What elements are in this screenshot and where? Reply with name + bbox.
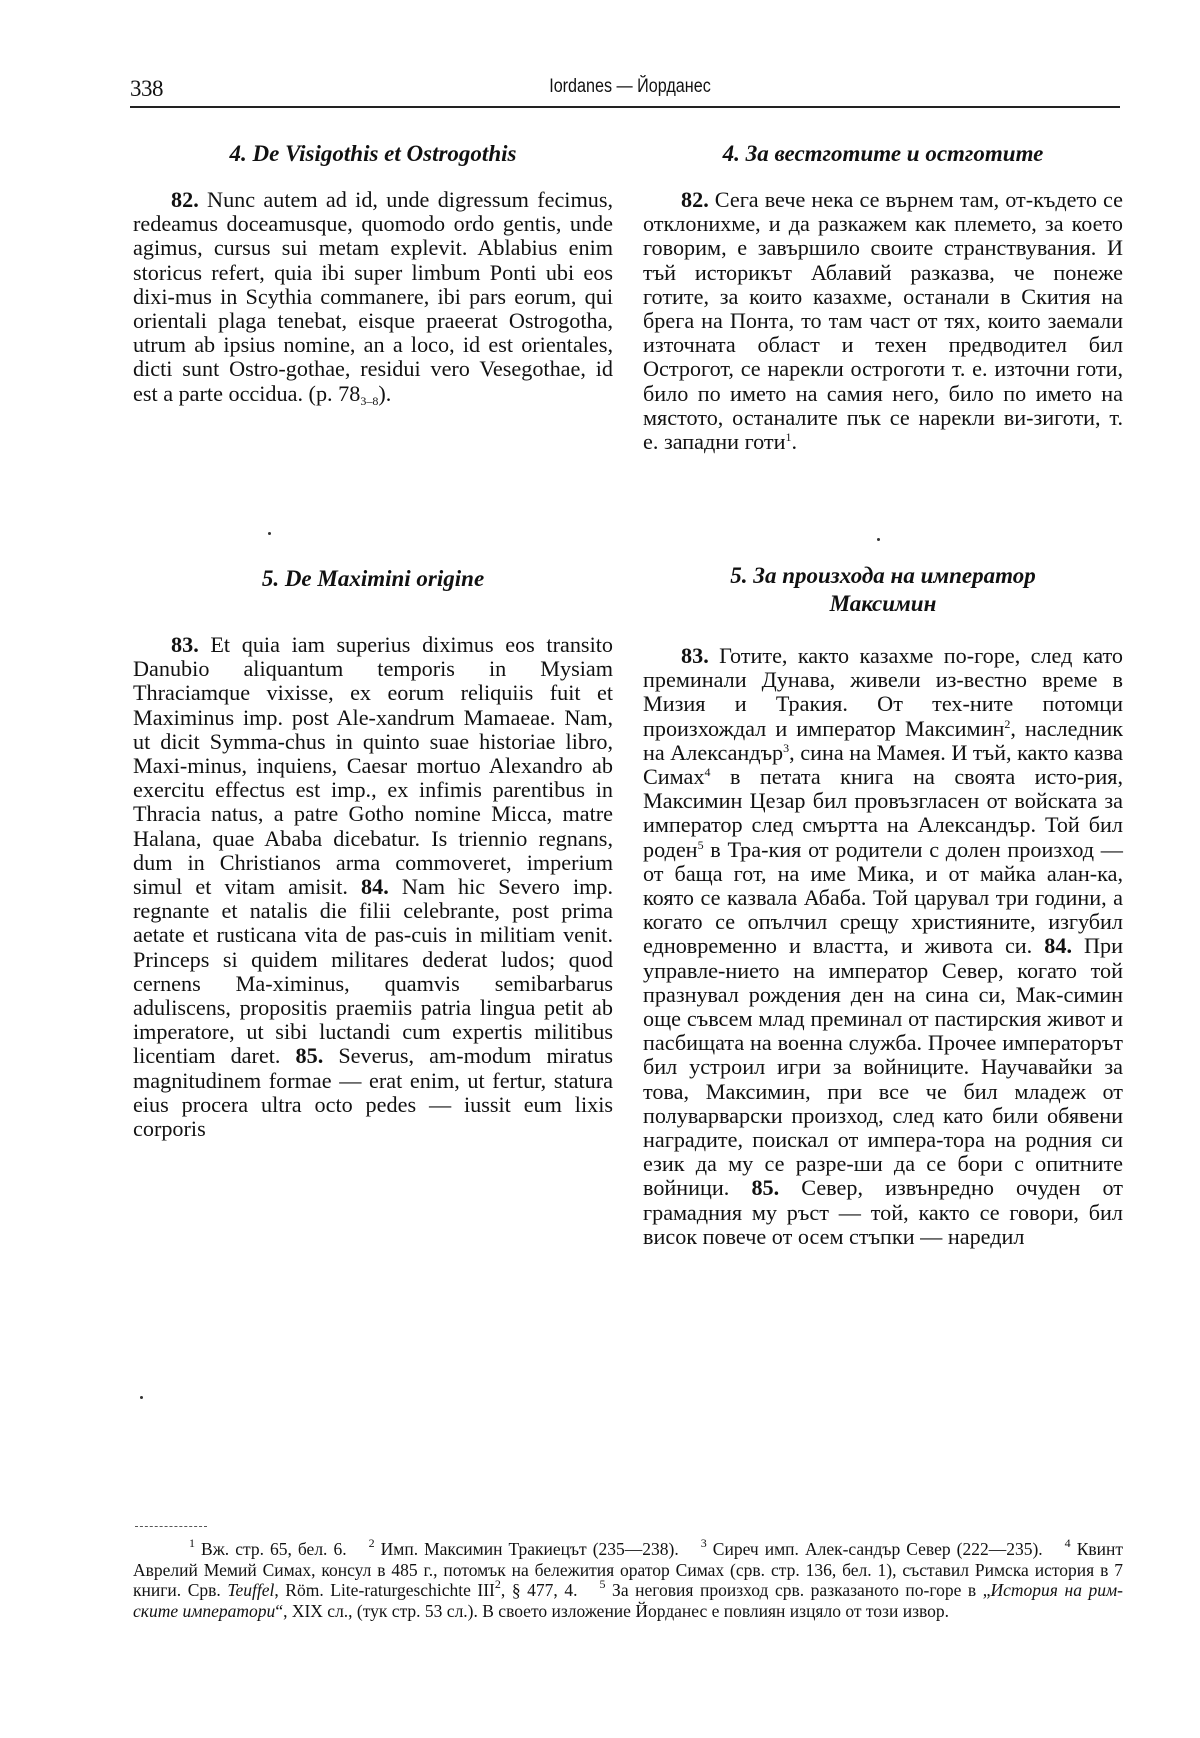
bulgarian-column <box>643 140 1123 454</box>
section-title-latin-5: 5. De Maximini origine <box>261 566 485 591</box>
paragraph-number: 83. <box>681 643 709 668</box>
footnote-ref[interactable]: 5 <box>697 837 704 852</box>
paragraph-83-bulgarian: 83. Готите, както казахме по-горе, след като преминали Дунава, живели из-вестно време в Мизия и Тракия. От тех-ните потомци произхождал и император Максимин$^2$, наследник на Александър$^3$, сина на Мамея. И тъй, както казва Симах$^4$ в петата книга на своята исто-рия, Максимин Цезар бил провъзгласен от войската за император след смъртта на Александър. Той бил роден$^5$ в Тра-кия от родители с долен произход — от баща гот, на име Мика, и от майка алан-ка, която се казвала Абаба. Той царувал три години, а когато се опълчил срещу християните, изгубил едновременно и властта, и живота си. 84. При управле-нието на император Север, когато той празнувал рождения ден на сина си, Мак-симин още съвсем млад преминал от пастирския живот и пасбищата на военна служба. Прочее императорът бил устроил игри за войниците. Научавайки за това, Максимин, при все че бил младеж от полуварварски произход, след като били обявени наградите, поискал от импера-тора на родния си език да му се разре-ши да се бори с опитните войници. 85. Север, извънредно очуден от грамадния му ръст — той, както се говори, бил висок повече от осем стъпки — наредил <box>643 643 1124 1249</box>
footnote-separator <box>135 1526 207 1528</box>
paragraph-number: 84. <box>361 874 389 900</box>
paragraph-number: 85. <box>751 1175 780 1201</box>
latin-column-section5 <box>133 565 613 1141</box>
paragraph-number: 82. <box>681 187 709 212</box>
footnote-ref[interactable]: 2 <box>1004 716 1011 731</box>
paragraph-number: 84. <box>1044 933 1072 959</box>
latin-column <box>133 140 613 406</box>
page-header <box>130 76 1130 110</box>
paragraph-82-latin: 82. Nunc autem ad id, unde digressum fecimus, redeamus doceamusque, quomodo ordo gentis, unde agimus, cursus sui metam explevit. Ablabius enim storicus refert, quia ibi super limbum Ponti ubi eos dixi-mus in Scythia commanere, ibi pars eorum, qui orientali plaga tenebat, eisque praeerat Ostrogotha, utrum ab ipsius nomine, an a loco, id est orientales, dicti sunt Ostro-gothae, residui vero Vesegothae, id est a parte occidua. (p. $78_{3-8}$). <box>133 187 614 408</box>
footnote-5: $^5$ За неговия произход срв. разказаното по-горе в „История на рим-ските императори“, XIX сл., (тук стр. 53 сл.). В своето изложение Йорданес е повлиян изцяло от този извор. <box>133 1577 1123 1621</box>
footnote-3: $^3$ Сиреч имп. Алек-сандър Север (222—235). <box>700 1536 1043 1559</box>
running-head: Iordanes — Йорданес <box>549 76 711 97</box>
footnote-1: $^1$ Вж. стр. 65, бел. 6. <box>189 1536 347 1559</box>
print-speck <box>268 532 271 535</box>
section-title-latin-4: 4. De Visigothis et Ostrogothis <box>229 141 517 166</box>
paragraph-number: 85. <box>295 1043 324 1069</box>
footnote-2: $^2$ Имп. Максимин Тракиецът (235—238). <box>368 1536 679 1559</box>
footnote-block <box>133 1536 1124 1621</box>
footnote-4: $^4$ Квинт Аврелий Мемий Симах, консул в 485 г., потомък на бележития оратор Симах (срв. стр. 136, бел. 1), съставил Римска история в 7 книги. Срв. Teuffel, Röm. Lite-raturgeschichte III$^2$, § 477, 4. <box>133 1536 1124 1600</box>
paragraph-83-latin: 83. Et quia iam superius diximus eos transito Danubio aliquantum temporis in Mysiam Thraciamque vixisse, ex eorum reliquiis fuit et Maximinus imp. post Ale-xandrum Mamaeae. Nam, ut dicit Symma-chus in quinto suae historiae libro, Maxi-minus, inquiens, Caesar mortuo Alexandro ab exercitu effectus est imp., ex infimis parentibus in Thracia natus, a patre Gotho nomine Micca, matre Halana, quae Ababa dicebatur. Is triennio regnans, dum in Christianos arma commoveret, imperium simul et vitam amisit. 84. Nam hic Severo imp. regnante et natalis die filii celebrante, post prima aetate et rusticana vita de pas-cuis in militiam venit. Princeps si quidem militares dederat ludos; quod cernens Ma-ximinus, quamvis semibarbarus aduliscens, propositis praemiis patria lingua petit ab imperatore, ut sibi luctandi cum expertis militibus licentiam daret. 85. Severus, am-modum miratus magnitudinem formae — erat enim, ut fertur, statura eius procera ultra octo pedes — iussit eum lixis corporis <box>133 632 614 1142</box>
bulgarian-column-section5 <box>643 562 1123 1249</box>
footnote-ref[interactable]: 1 <box>785 430 792 445</box>
section-title-bulgarian-4: 4. За вестготите и остготите <box>722 141 1044 166</box>
footnote-ref[interactable]: 3 <box>783 740 790 755</box>
page-number: 338 <box>130 76 163 101</box>
header-rule <box>130 106 1120 108</box>
footnote-ref[interactable]: 4 <box>704 765 711 780</box>
paragraph-number: 82. <box>171 187 199 212</box>
print-speck <box>877 538 880 541</box>
footnotes <box>133 1536 1124 1621</box>
paragraph-number: 83. <box>171 632 199 657</box>
print-speck <box>140 1396 143 1399</box>
paragraph-82-bulgarian: 82. Сега вече нека се върнем там, от-където се отклонихме, и да разкажем как племето, за което говорим, е завършило своите странствувания. И тъй историкът Аблавий разказва, че понеже готите, за които казахме, останали в Скития на брега на Понта, то там част от тях, които заемали източната област и техен предводител бил Острогот, се нарекли остроготи т. е. източни готи, било по името на самия него, било по името на мястото, останалите пък се нарекли ви-зиготи, т. е. западни готи$^1$. <box>643 187 1123 455</box>
section-title-bulgarian-5: 5. За произхода на император Максимин <box>730 563 1036 616</box>
